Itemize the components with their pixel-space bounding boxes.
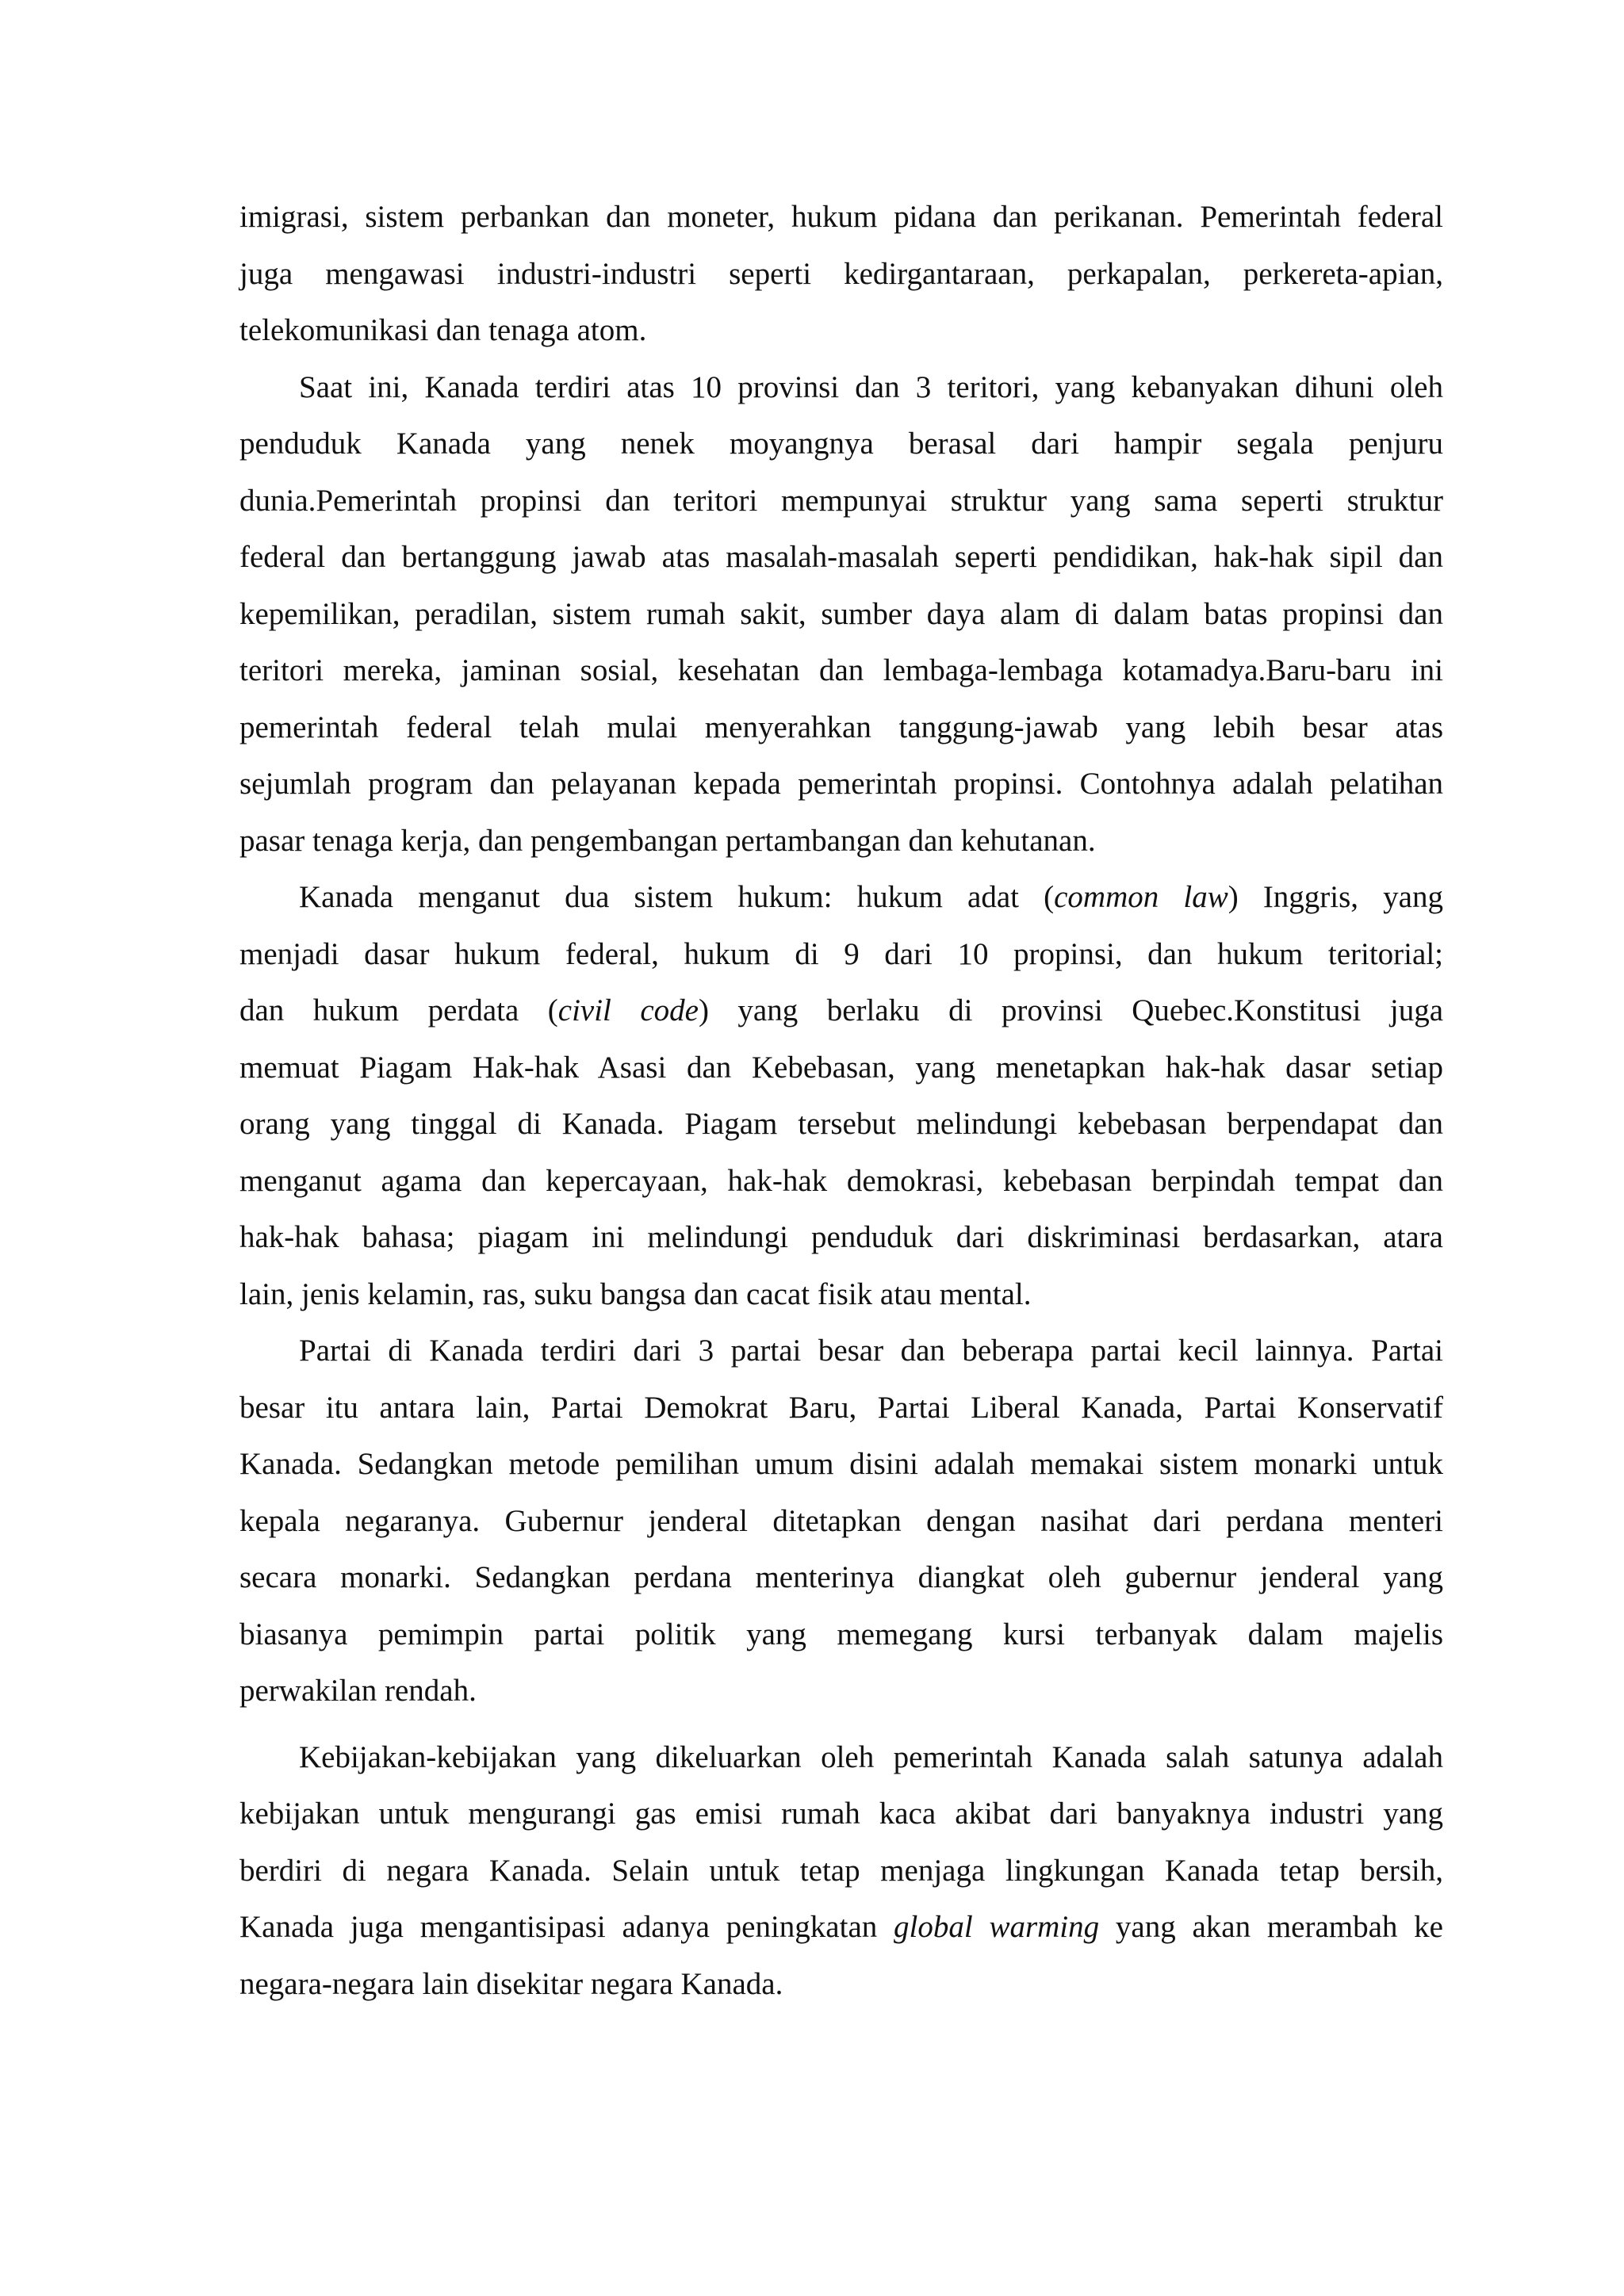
text-line: imigrasi, sistem perbankan dan moneter, hukum pidana dan perikanan. Pemerintah federal (239, 200, 1443, 234)
text-line: Kanada. Sedangkan metode pemilihan umum disini adalah memakai sistem monarki untuk (239, 1447, 1443, 1481)
text-line: Partai di Kanada terdiri dari 3 partai besar dan beberapa partai kecil lainnya. Partai (299, 1334, 1443, 1368)
text-line: sejumlah program dan pelayanan kepada pemerintah propinsi. Contohnya adalah pelatihan (239, 767, 1443, 801)
italic-term: global warming (894, 1910, 1100, 1944)
paragraph-4 (239, 1322, 1443, 1720)
text-line (239, 1899, 1443, 1956)
text-line: Kebijakan-kebijakan yang dikeluarkan oleh pemerintah Kanada salah satunya adalah (299, 1739, 1443, 1774)
text-line (239, 869, 1443, 926)
italic-term: common law (1054, 880, 1228, 914)
text-line: perwakilan rendah. (239, 1674, 477, 1708)
text-line: berdiri di negara Kanada. Selain untuk tetap menjaga lingkungan Kanada tetap bersih, (239, 1853, 1443, 1888)
text-line: memuat Piagam Hak-hak Asasi dan Kebebasan, yang menetapkan hak-hak dasar setiap (239, 1050, 1443, 1085)
text-line: secara monarki. Sedangkan perdana menterinya diangkat oleh gubernur jenderal yang (239, 1560, 1443, 1594)
text-line: teritori mereka, jaminan sosial, kesehatan dan lembaga-lembaga kotamadya.Baru-baru ini (239, 653, 1443, 687)
text-segment: ) Inggris, yang (1228, 880, 1443, 914)
italic-term: civil code (557, 993, 699, 1027)
text-segment: Kanada menganut dua sistem hukum: hukum adat ( (299, 880, 1055, 914)
text-line: pasar tenaga kerja, dan pengembangan pertambangan dan kehutanan. (239, 823, 1096, 858)
paragraph-1 (239, 189, 1443, 359)
text-line: hak-hak bahasa; piagam ini melindungi penduduk dari diskriminasi berdasarkan, atara (239, 1220, 1443, 1254)
text-line: menganut agama dan kepercayaan, hak-hak demokrasi, kebebasan berpindah tempat dan (239, 1163, 1443, 1198)
text-line: besar itu antara lain, Partai Demokrat Baru, Partai Liberal Kanada, Partai Konservatif (239, 1390, 1443, 1425)
text-line: penduduk Kanada yang nenek moyangnya berasal dari hampir segala penjuru (239, 427, 1443, 461)
text-line: orang yang tinggal di Kanada. Piagam tersebut melindungi kebebasan berpendapat dan (239, 1107, 1443, 1141)
text-line: lain, jenis kelamin, ras, suku bangsa dan cacat fisik atau mental. (239, 1276, 1032, 1311)
text-line: dunia.Pemerintah propinsi dan teritori mempunyai struktur yang sama seperti struktur (239, 483, 1443, 518)
text-line: negara-negara lain disekitar negara Kanada. (239, 1966, 783, 2001)
text-line: biasanya pemimpin partai politik yang memegang kursi terbanyak dalam majelis (239, 1617, 1443, 1651)
text-line: kepemilikan, peradilan, sistem rumah sakit, sumber daya alam di dalam batas propinsi dan (239, 596, 1443, 631)
text-segment: yang akan merambah ke (1099, 1910, 1443, 1944)
text-line: pemerintah federal telah mulai menyerahkan tanggung-jawab yang lebih besar atas (239, 710, 1443, 744)
text-segment: ) yang berlaku di provinsi Quebec.Konstitusi juga (698, 993, 1444, 1027)
paragraph-2 (239, 359, 1443, 870)
text-line: Saat ini, Kanada terdiri atas 10 provinsi dan 3 teritori, yang kebanyakan dihuni oleh (299, 369, 1443, 404)
text-line: federal dan bertanggung jawab atas masalah-masalah seperti pendidikan, hak-hak sipil dan (239, 540, 1443, 574)
paragraph-5 (239, 1729, 1443, 2013)
paragraph-spacer (239, 1720, 1443, 1729)
document-body (239, 189, 1443, 2012)
text-line: kebijakan untuk mengurangi gas emisi rumah kaca akibat dari banyaknya industri yang (239, 1797, 1443, 1831)
text-line: juga mengawasi industri-industri seperti kedirgantaraan, perkapalan, perkereta-apian, (239, 256, 1443, 291)
text-line: menjadi dasar hukum federal, hukum di 9 dari 10 propinsi, dan hukum teritorial; (239, 936, 1443, 971)
text-segment: Kanada juga mengantisipasi adanya peningkatan (239, 1910, 894, 1944)
paragraph-3 (239, 869, 1443, 1322)
text-line: telekomunikasi dan tenaga atom. (239, 313, 647, 347)
text-segment: dan hukum perdata ( (239, 993, 558, 1027)
text-line (239, 982, 1443, 1039)
text-line: kepala negaranya. Gubernur jenderal ditetapkan dengan nasihat dari perdana menteri (239, 1503, 1443, 1538)
